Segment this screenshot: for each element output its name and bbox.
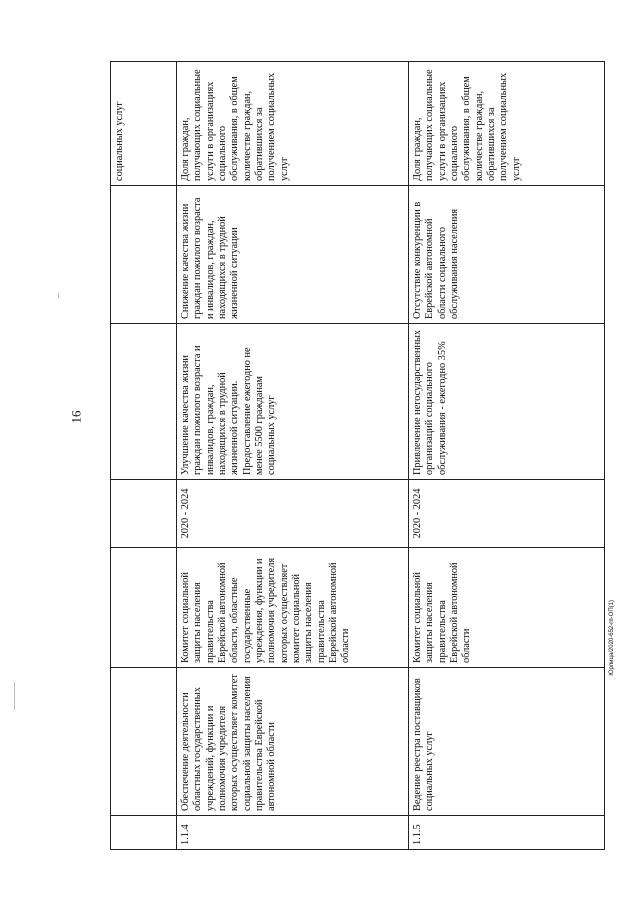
cell-top-period: [111, 480, 177, 548]
cell-result: Привлечение негосударственных организаций социального обслуживания - ежегодно 35%: [409, 324, 605, 480]
cell-num: 1.1.4: [177, 816, 409, 850]
program-measures-table: [110, 61, 605, 850]
cell-executor: Комитет социальной защиты населения правительства Еврейской автономной области, областные государственные учреждения, функции и полномочия учредителя которых осуществляет комитет социальной защиты населения правительства Еврейской автономной области: [177, 548, 409, 668]
cell-period: 2020 - 2024: [177, 480, 409, 548]
table-row: [177, 62, 409, 850]
footer-document-code: Юрлица/2020-652-гп-ОП(1): [609, 600, 615, 676]
cell-num: 1.1.5: [409, 816, 605, 850]
cell-top-executor: [111, 548, 177, 668]
table-row-top: [111, 62, 177, 850]
cell-top-consequences: [111, 186, 177, 324]
rotated-table-frame: [110, 62, 604, 850]
cell-name: Обеспечение деятельности областных государственных учреждений, функции и полномочия учредителя которых осуществляет комитет социальной защиты населения правительства Еврейской автономной области: [177, 668, 409, 816]
page-number: 16: [68, 410, 83, 424]
cell-name: Ведение реестра поставщиков социальных услуг: [409, 668, 605, 816]
cell-indicator: Доля граждан, получающих социальные услуги в организациях социального обслуживания, в общем количестве граждан, обратившихся за получением социальных услуг: [409, 62, 605, 186]
rotated-table: [110, 62, 604, 850]
cell-executor: Комитет социальной защиты населения правительства Еврейской автономной области: [409, 548, 605, 668]
cell-top-name: [111, 668, 177, 816]
cell-indicator: Доля граждан, получающих социальные услуги в организациях социального обслуживания, в общем количестве граждан, обратившихся за получением социальных услуг: [177, 62, 409, 186]
cell-top-num: [111, 816, 177, 850]
scan-mark-line: [14, 682, 15, 710]
cell-top-indicator: социальных услуг: [111, 62, 177, 186]
cell-result: Улучшение качества жизни граждан пожилого возраста и инвалидов, граждан, находящихся в трудной жизненной ситуации. Предоставление ежегодно не менее 5500 гражданам социальных услуг: [177, 324, 409, 480]
cell-period: 2020 - 2024: [409, 480, 605, 548]
cell-top-result: [111, 324, 177, 480]
table-row: [409, 62, 605, 850]
cell-consequences: Снижение качества жизни граждан пожилого возраста и инвалидов, граждан, находящихся в трудной жизненной ситуации: [177, 186, 409, 324]
cell-consequences: Отсутствие конкуренции в Еврейской автономной области социального обслуживания населения: [409, 186, 605, 324]
scan-mark-dot: [58, 293, 59, 298]
